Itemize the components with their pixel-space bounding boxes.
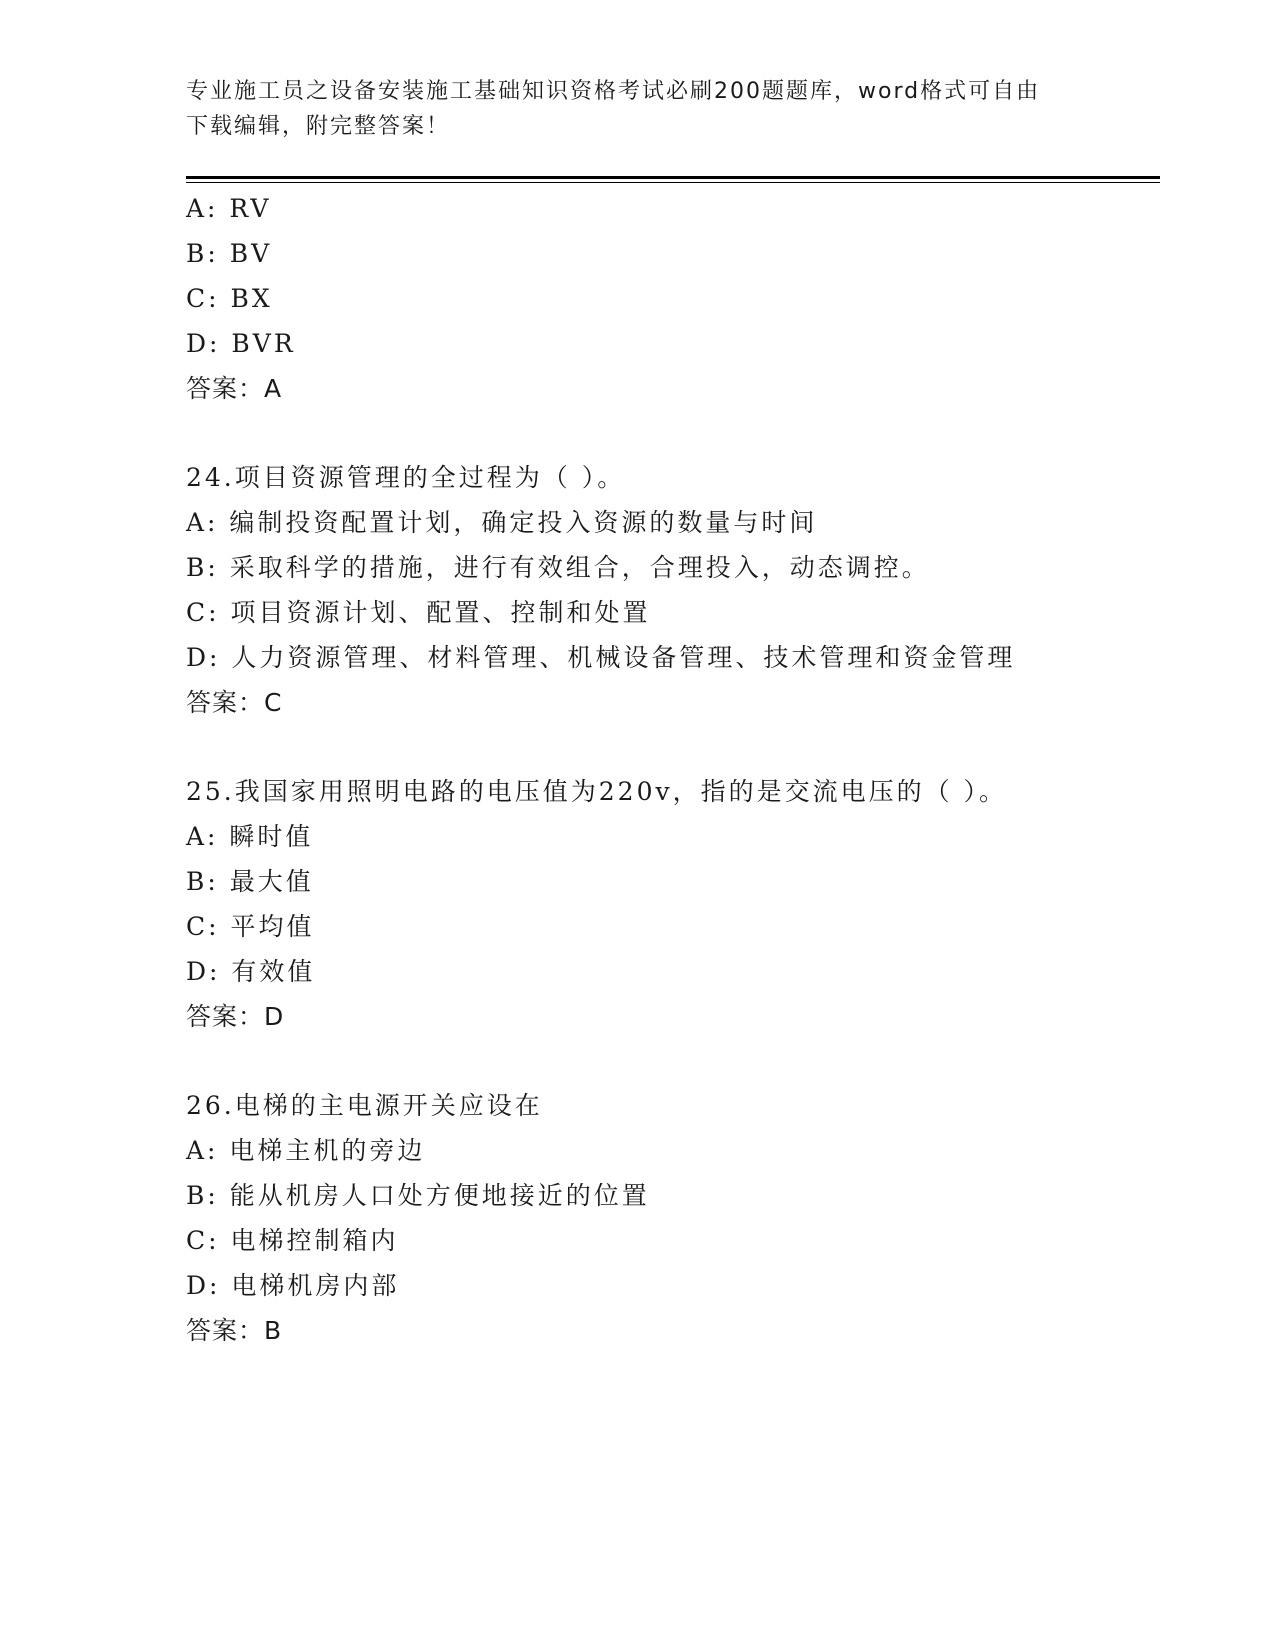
document-header [186, 74, 1066, 144]
q23-option-d: D: BVR [186, 329, 296, 358]
q26-answer: 答案：B [186, 1316, 283, 1345]
q25-option-b: B: 最大值 [186, 867, 314, 896]
q26-option-b: B: 能从机房人口处方便地接近的位置 [186, 1181, 650, 1210]
q24-option-b: B: 采取科学的措施，进行有效组合，合理投入，动态调控。 [186, 553, 930, 582]
q24-option-c: C: 项目资源计划、配置、控制和处置 [186, 598, 651, 627]
q25-answer: 答案：D [186, 1002, 285, 1031]
q24-stem: 24.项目资源管理的全过程为（ ）。 [186, 463, 626, 492]
q26-option-a: A: 电梯主机的旁边 [186, 1136, 426, 1165]
q23-option-c: C: BX [186, 284, 273, 313]
q23-option-b: B: BV [186, 239, 273, 268]
q25-option-d: D: 有效值 [186, 957, 316, 986]
q26-stem: 26.电梯的主电源开关应设在 [186, 1091, 543, 1120]
header-divider-thick [186, 176, 1160, 179]
q26-option-c: C: 电梯控制箱内 [186, 1226, 399, 1255]
q24-option-a: A: 编制投资配置计划，确定投入资源的数量与时间 [186, 508, 818, 537]
q24-option-d: D: 人力资源管理、材料管理、机械设备管理、技术管理和资金管理 [186, 643, 1016, 672]
q26-option-d: D: 电梯机房内部 [186, 1271, 400, 1300]
q25-option-c: C: 平均值 [186, 912, 315, 941]
q23-answer: 答案：A [186, 374, 283, 403]
q23-option-a: A: RV [186, 194, 272, 223]
header-title-line-1: 专业施工员之设备安装施工基础知识资格考试必刷200题题库，word格式可自由 [186, 79, 1041, 104]
header-divider-thin [186, 182, 1160, 183]
q24-answer: 答案：C [186, 688, 283, 717]
q25-option-a: A: 瞬时值 [186, 822, 314, 851]
q25-stem: 25.我国家用照明电路的电压值为220v，指的是交流电压的（ ）。 [186, 777, 1008, 806]
header-title-line-2: 下载编辑，附完整答案！ [186, 114, 451, 139]
